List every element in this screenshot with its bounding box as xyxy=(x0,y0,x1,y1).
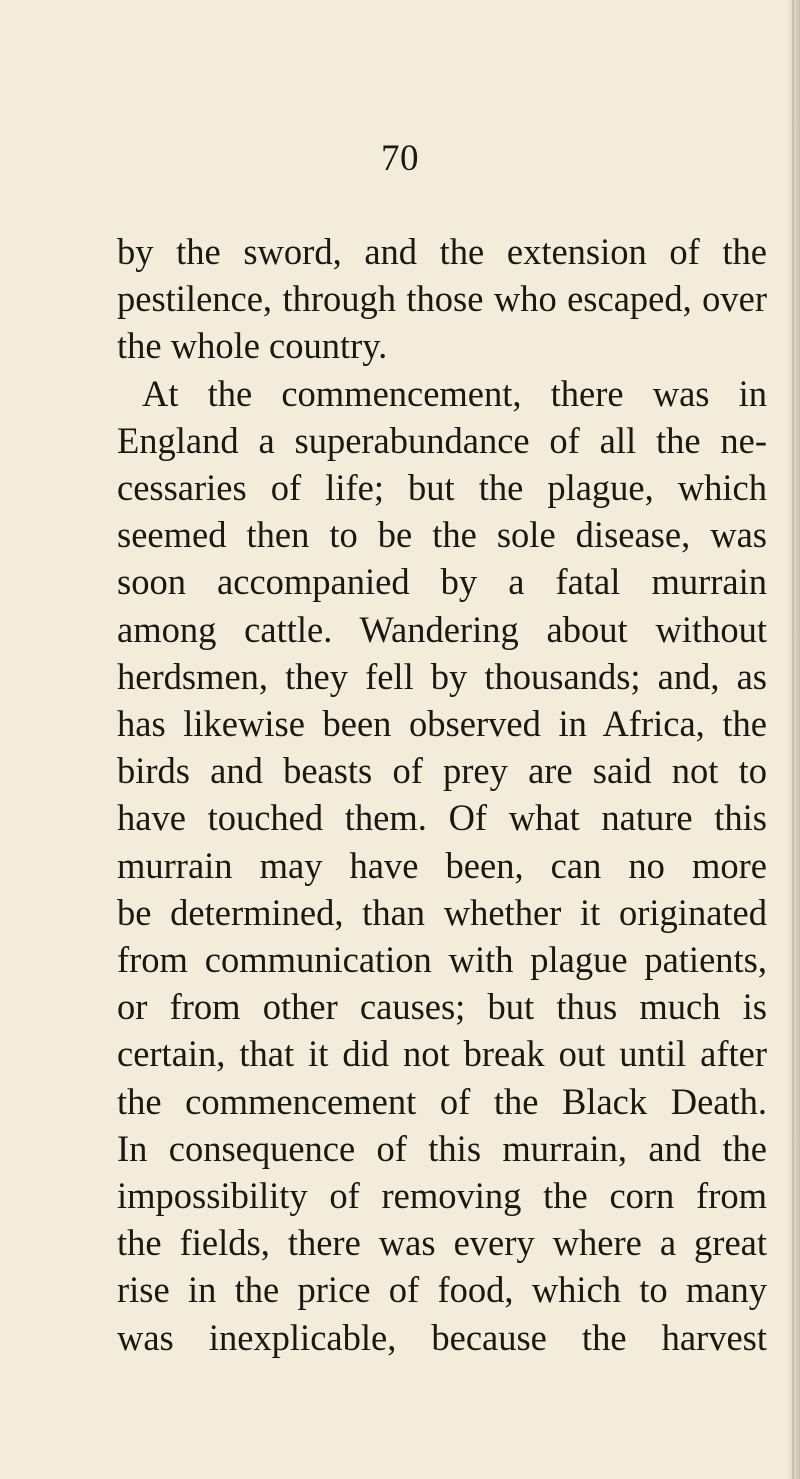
text-line: murrain may have been, can no more xyxy=(117,844,767,886)
text-line: the whole country. xyxy=(117,325,388,367)
text-line: or from other causes; but thus much is xyxy=(117,986,767,1028)
text-line: was inexplicable, because the harvest xyxy=(117,1316,767,1358)
text-line: In consequence of this murrain, and the xyxy=(117,1127,767,1169)
page-edge-line xyxy=(792,0,794,1479)
text-line: soon accompanied by a fatal murrain xyxy=(117,561,767,603)
text-line: be determined, than whether it originated xyxy=(117,891,767,933)
text-line: seemed then to be the sole disease, was xyxy=(117,514,767,556)
text-line: impossibility of removing the corn from xyxy=(117,1175,767,1217)
text-line: have touched them. Of what nature this xyxy=(117,797,767,839)
text-line: by the sword, and the extension of the xyxy=(117,231,767,272)
text-line: the commencement of the Black Death. xyxy=(117,1080,767,1122)
text-line: birds and beasts of prey are said not to xyxy=(117,750,767,792)
page-number: 70 xyxy=(381,138,419,179)
text-line: among cattle. Wandering about without xyxy=(117,608,767,650)
text-line: pestilence, through those who escaped, over xyxy=(117,278,767,320)
text-line: At the commencement, there was in xyxy=(142,372,767,414)
text-line: the fields, there was every where a great xyxy=(117,1222,767,1264)
body-text xyxy=(117,228,767,1418)
text-line: certain, that it did not break out until after xyxy=(117,1033,767,1075)
text-line: cessaries of life; but the plague, which xyxy=(117,467,767,509)
text-line: rise in the price of food, which to many xyxy=(117,1269,767,1311)
text-line: herdsmen, they fell by thousands; and, as xyxy=(117,655,767,697)
text-line: from communication with plague patients, xyxy=(117,939,767,981)
text-line: England a superabundance of all the ne- xyxy=(117,419,767,461)
text-line: has likewise been observed in Africa, the xyxy=(117,703,767,745)
